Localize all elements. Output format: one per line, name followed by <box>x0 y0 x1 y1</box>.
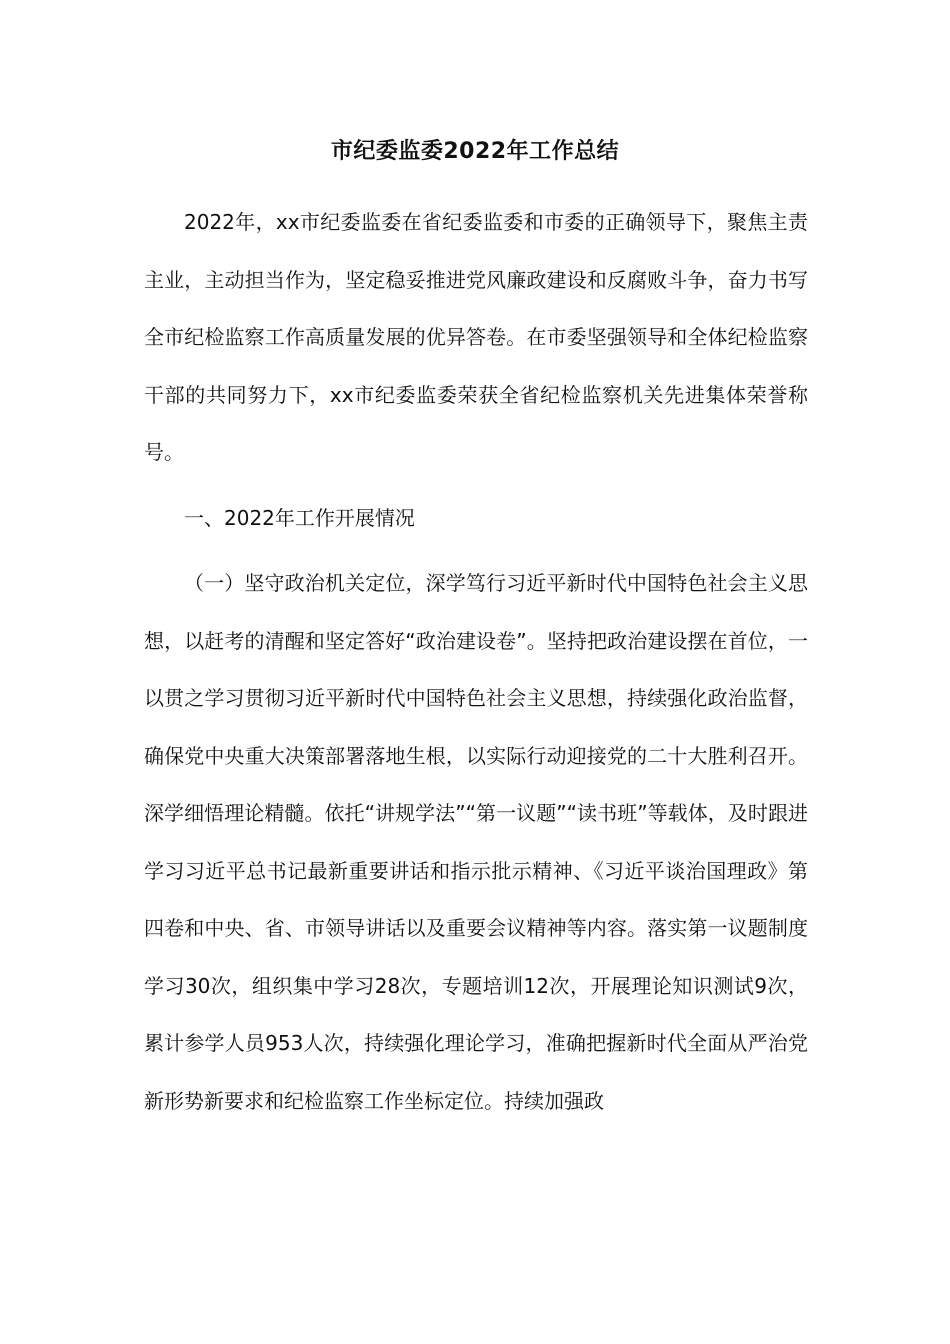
paragraph-gap <box>144 482 808 490</box>
section-one-paragraph: （一）坚守政治机关定位，深学笃行习近平新时代中国特色社会主义思想，以赶考的清醒和坚定答好“政治建设卷”。坚持把政治建设摆在首位，一以贯之学习贯彻习近平新时代中国特色社会主义思想，持续强化政治监督，确保党中央重大决策部署落地生根，以实际行动迎接党的二十大胜利召开。深学细悟理论精髓。依托“讲规学法”“第一议题”“读书班”等载体，及时跟进学习习近平总书记最新重要讲话和指示批示精神、《习近平谈治国理政》第四卷和中央、省、市领导讲话以及重要会议精神等内容。落实第一议题制度学习30次，组织集中学习28次，专题培训12次，开展理论知识测试9次，累计参学人员953人次，持续强化理论学习，准确把握新时代全面从严治党新形势新要求和纪检监察工作坐标定位。持续加强政 <box>144 571 808 1113</box>
document-body <box>144 194 808 1130</box>
document-title: 市纪委监委2022年工作总结 <box>330 139 620 164</box>
intro-paragraph: 2022年，xx市纪委监委在省纪委监委和市委的正确领导下，聚焦主责主业，主动担当作为，坚定稳妥推进党风廉政建设和反腐败斗争，奋力书写全市纪检监察工作高质量发展的优异答卷。在市委坚强领导和全体纪检监察干部的共同努力下，xx市纪委监委荣获全省纪检监察机关先进集体荣誉称号。 <box>144 210 808 464</box>
section-heading: 一、2022年工作开展情况 <box>184 505 415 530</box>
paragraph-gap <box>144 547 808 555</box>
